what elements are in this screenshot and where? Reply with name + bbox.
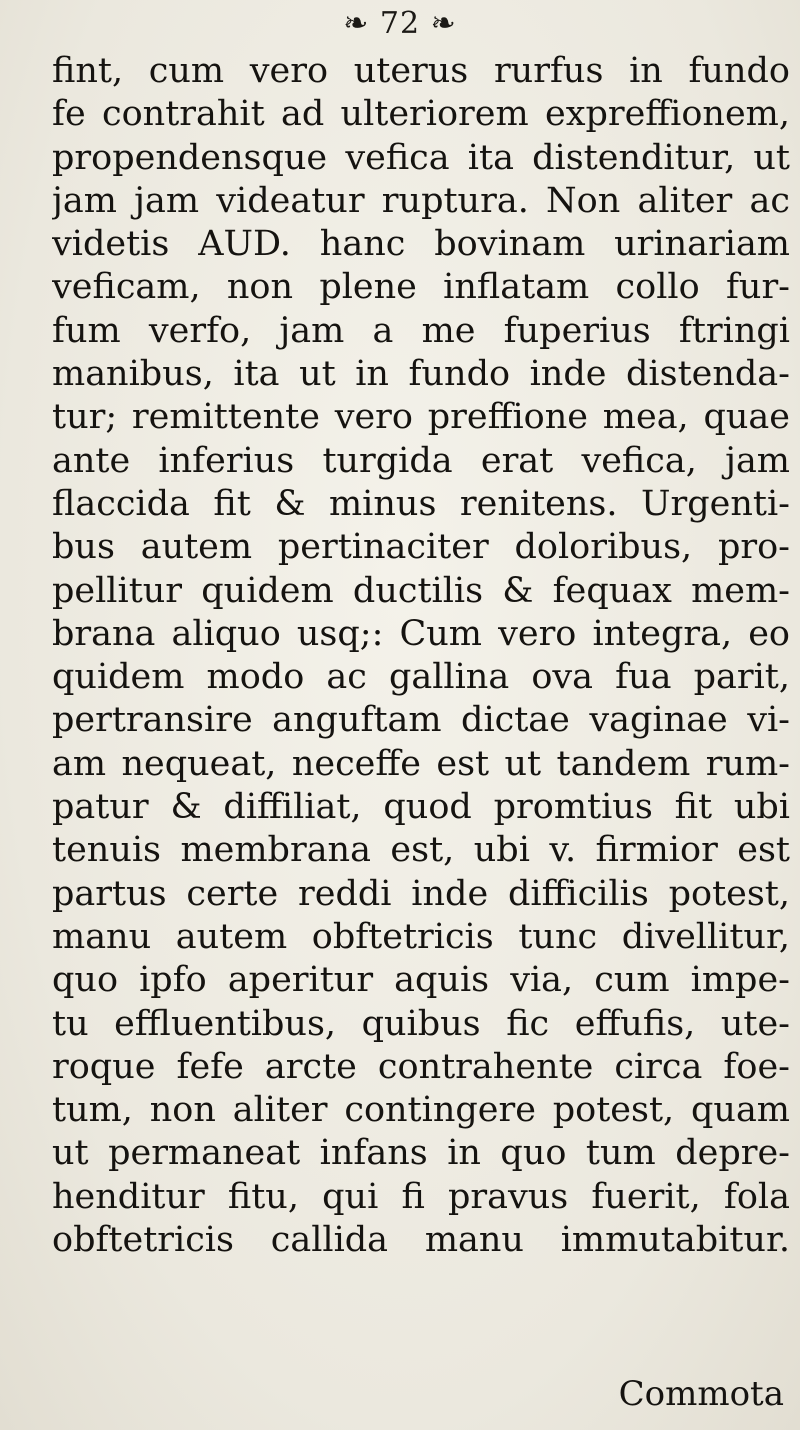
text-line: manu autem obftetricis tunc divellitur, (52, 916, 790, 957)
text-line: am nequeat, neceffe est ut tandem rum- (52, 743, 790, 784)
text-line: videtis AUD. hanc bovinam urinariam (52, 224, 790, 265)
text-line: tu effluentibus, quibus fic effufis, ute- (52, 1003, 790, 1044)
text-line: pertransire anguftam dictae vaginae vi- (52, 700, 790, 741)
text-line: ut permaneat infans in quo tum depre- (52, 1133, 790, 1174)
text-line: tum, non aliter contingere potest, quam (52, 1090, 790, 1131)
text-line: propendensque vefica ita distenditur, ut (52, 137, 790, 178)
page-number: ❧ 72 ❧ (343, 6, 457, 41)
text-line: partus certe reddi inde difficilis potest, (52, 873, 790, 914)
text-line: fint, cum vero uterus rurfus in fundo (52, 51, 790, 91)
text-line: henditur fitu, qui fi pravus fuerit, fola (52, 1176, 790, 1217)
text-line: obftetricis callida manu immutabitur. (52, 1220, 790, 1261)
body-text (52, 50, 790, 1262)
text-line: veficam, non plene inflatam collo fur- (52, 267, 790, 308)
text-line: patur & diffiliat, quod promtius fit ubi (52, 787, 790, 828)
text-line: bus autem pertinaciter doloribus, pro- (52, 527, 790, 568)
text-line: brana aliquo usq;: Cum vero integra, eo (52, 613, 790, 654)
text-line: manibus, ita ut in fundo inde distenda- (52, 354, 790, 395)
text-line: fum verfo, jam a me fuperius ftringi (52, 310, 790, 351)
catchword: Commota (618, 1374, 784, 1414)
text-line: quidem modo ac gallina ova fua parit, (52, 657, 790, 698)
text-line: jam jam videatur ruptura. Non aliter ac (52, 180, 790, 221)
text-line: pellitur quidem ductilis & fequax mem- (52, 570, 790, 611)
text-line: tur; remittente vero preffione mea, quae (52, 397, 790, 438)
text-line: tenuis membrana est, ubi v. firmior est (52, 830, 790, 871)
text-line: ante inferius turgida erat vefica, jam (52, 440, 790, 481)
text-line: quo ipfo aperitur aquis via, cum impe- (52, 960, 790, 1001)
text-line: roque fefe arcte contrahente circa foe- (52, 1046, 790, 1087)
text-line: flaccida fit & minus renitens. Urgenti- (52, 483, 790, 524)
text-line: fe contrahit ad ulteriorem expreffionem, (52, 94, 790, 135)
